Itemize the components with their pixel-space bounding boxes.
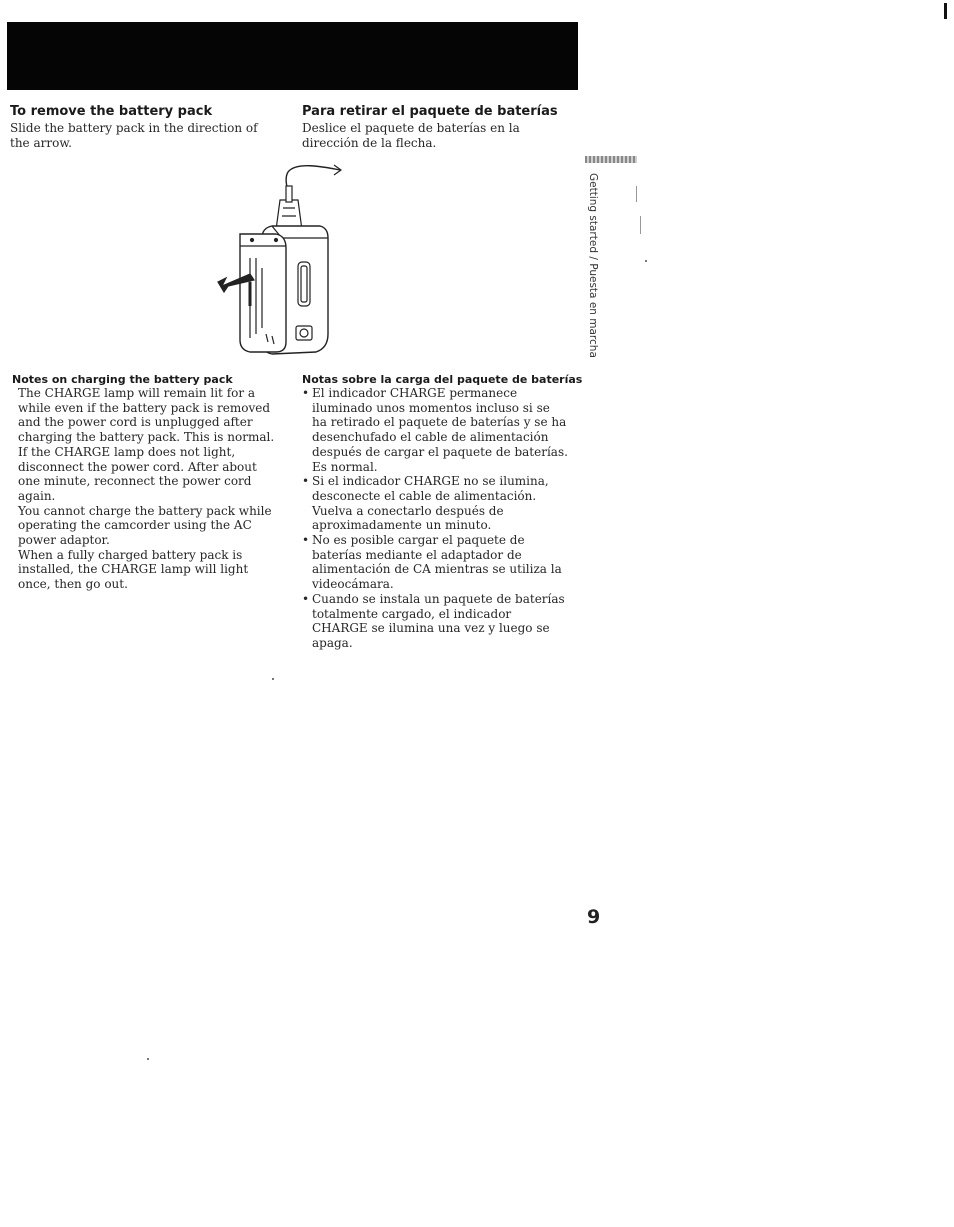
- scan-mark: [636, 186, 637, 202]
- notes-heading-en: Notes on charging the battery pack: [12, 373, 233, 386]
- page-edge-mark: [944, 3, 947, 19]
- scan-speck: [147, 1058, 149, 1060]
- scan-mark: [640, 216, 641, 234]
- section-tab-marker: [585, 156, 637, 163]
- section-side-label: Getting started / Puesta en marcha: [587, 173, 599, 358]
- retirar-bateria-heading: Para retirar el paquete de baterías: [302, 104, 558, 119]
- remove-battery-heading: To remove the battery pack: [10, 104, 213, 119]
- note-es-1: • El indicador CHARGE permanece iluminado unos momentos incluso si se ha retirado el paquete de baterías y se ha desenchufado el cable de alimentación después de cargar el paquete de baterías. Es normal.: [302, 386, 568, 474]
- scan-speck: [645, 260, 647, 262]
- notes-body-en: [18, 386, 280, 592]
- note-en-2: If the CHARGE lamp does not light, disconnect the power cord. After about one minute, reconnect the power cord again.: [18, 444, 257, 503]
- note-en-1: The CHARGE lamp will remain lit for a while even if the battery pack is removed and the power cord is unplugged after charging the battery pack. This is normal.: [18, 386, 275, 445]
- note-es-2: • Si el indicador CHARGE no se ilumina, desconecte el cable de alimentación. Vuelva a conectarlo después de aproximadamente un minuto.: [302, 474, 568, 533]
- header-bar: [7, 22, 578, 90]
- page-number: 9: [587, 906, 601, 928]
- note-es-4: • Cuando se instala un paquete de baterías totalmente cargado, el indicador CHARGE se ilumina una vez y luego se apaga.: [302, 592, 568, 651]
- note-en-4: When a fully charged battery pack is installed, the CHARGE lamp will light once, then go out.: [18, 547, 249, 592]
- retirar-bateria-paragraph: Deslice el paquete de baterías en la dirección de la flecha.: [302, 121, 520, 150]
- notes-list-es: [302, 386, 568, 651]
- notes-heading-es: Notas sobre la carga del paquete de baterías: [302, 373, 583, 386]
- scan-speck: [272, 678, 274, 680]
- note-es-3: • No es posible cargar el paquete de baterías mediante el adaptador de alimentación de CA mientras se utiliza la videocámara.: [302, 533, 568, 592]
- note-en-3: You cannot charge the battery pack while operating the camcorder using the AC power adaptor.: [18, 503, 272, 548]
- notes-body-es: [302, 386, 568, 651]
- battery-charger-removal-illustration: [210, 158, 350, 358]
- remove-battery-paragraph: Slide the battery pack in the direction of the arrow.: [10, 121, 258, 150]
